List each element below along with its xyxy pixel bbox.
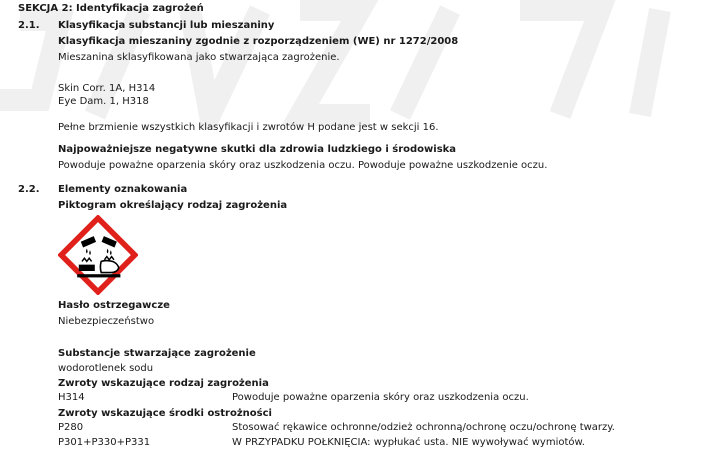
h-statements-heading: Zwroty wskazujące rodzaj zagrożenia bbox=[58, 378, 269, 389]
signal-word: Niebezpieczeństwo bbox=[58, 316, 155, 327]
classification-eye-dam: Eye Dam. 1, H318 bbox=[58, 96, 149, 107]
p-statement-text: W PRZYPADKU POŁKNIĘCIA: wypłukać usta. NIE wywoływać wymiotów. bbox=[232, 437, 585, 448]
subsection-number-2-1: 2.1. bbox=[18, 20, 40, 31]
classification-note: Pełne brzmienie wszystkich klasyfikacji i zwrotów H podane jest w sekcji 16. bbox=[58, 122, 439, 133]
classification-statement: Mieszanina sklasyfikowana jako stwarzająca zagrożenie. bbox=[58, 52, 340, 63]
effects-text: Powoduje poważne oparzenia skóry oraz uszkodzenia oczu. Powoduje poważne uszkodzenie oczu. bbox=[58, 160, 548, 171]
classification-heading: Klasyfikacja substancji lub mieszaniny bbox=[58, 20, 275, 31]
p-statements-heading: Zwroty wskazujące środki ostrożności bbox=[58, 408, 272, 419]
section-title: SEKCJA 2: Identyfikacja zagrożeń bbox=[18, 3, 204, 14]
ghs05-corrosion-icon bbox=[58, 215, 138, 295]
label-elements-heading: Elementy oznakowania bbox=[58, 184, 188, 195]
p-statement-code: P301+P330+P331 bbox=[58, 437, 151, 448]
signal-word-heading: Hasło ostrzegawcze bbox=[58, 300, 170, 311]
classification-subheading: Klasyfikacja mieszaniny zgodnie z rozporządzeniem (WE) nr 1272/2008 bbox=[58, 36, 459, 47]
h-statement-code: H314 bbox=[58, 392, 85, 403]
p-statement-code: P280 bbox=[58, 422, 84, 433]
hazardous-substance: wodorotlenek sodu bbox=[58, 363, 154, 374]
h-statement-text: Powoduje poważne oparzenia skóry oraz uszkodzenia oczu. bbox=[232, 392, 529, 403]
subsection-number-2-2: 2.2. bbox=[18, 184, 40, 195]
classification-skin-corr: Skin Corr. 1A, H314 bbox=[58, 83, 156, 94]
effects-heading: Najpoważniejsze negatywne skutki dla zdrowia ludzkiego i środowiska bbox=[58, 144, 457, 155]
p-statement-text: Stosować rękawice ochronne/odzież ochronną/ochronę oczu/ochronę twarzy. bbox=[232, 422, 615, 433]
hazardous-substances-heading: Substancje stwarzające zagrożenie bbox=[58, 348, 256, 359]
pictogram-heading: Piktogram określający rodzaj zagrożenia bbox=[58, 200, 288, 211]
